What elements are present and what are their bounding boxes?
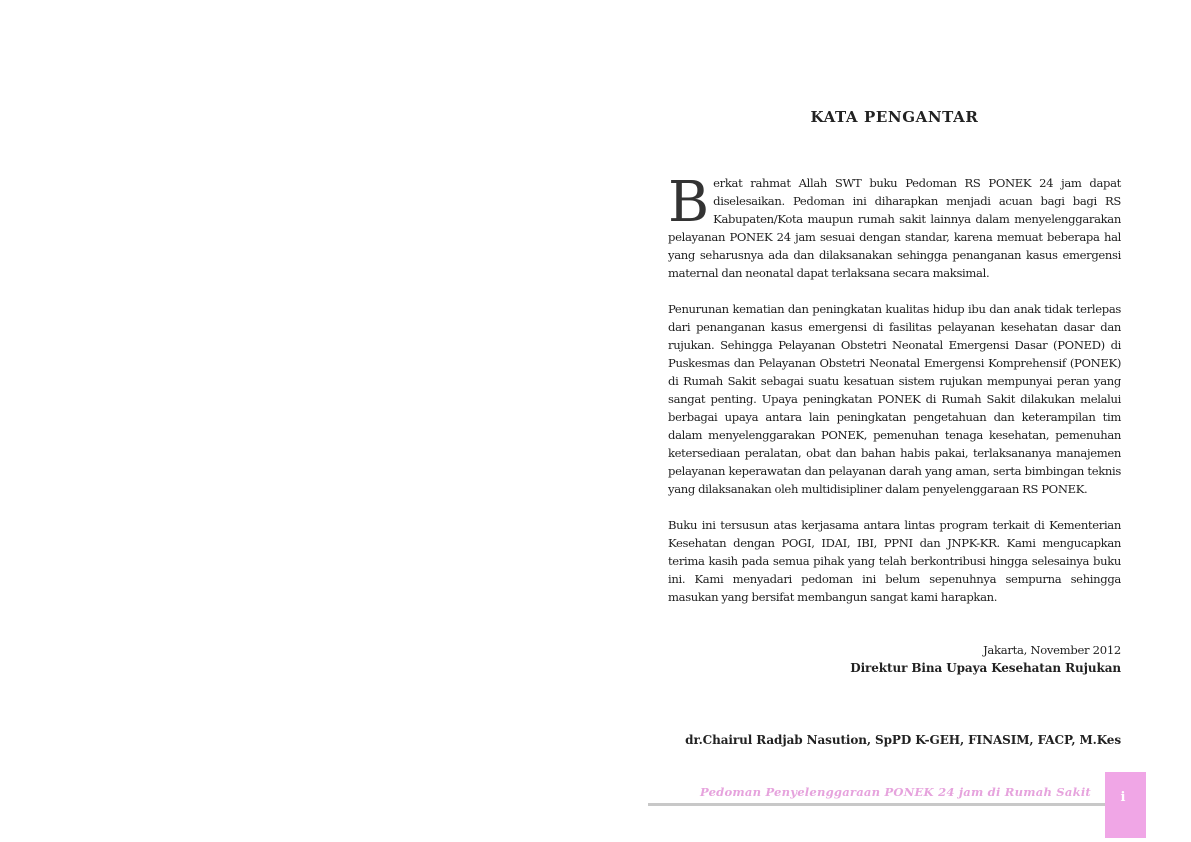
footer-divider [648, 803, 1105, 806]
page-number-tab [1105, 772, 1146, 838]
signatory-name: dr.Chairul Radjab Nasution, SpPD K-GEH, FINASIM, FACP, M.Kes [685, 733, 1121, 747]
paragraph-2: Penurunan kematian dan peningkatan kualitas hidup ibu dan anak tidak terlepas dari penanganan kasus emergensi di fasilitas pelayanan kesehatan dasar dan rujukan. Sehingga Pelayanan Obstetri Neonatal Emergensi Dasar (PONED) di Puskesmas dan Pelayanan Obstetri Neonatal Emergensi Komprehensif (PONEK) di Rumah Sakit sebagai suatu kesatuan sistem rujukan mempunyai peran yang sangat penting. Upaya peningkatan PONEK di Rumah Sakit dilakukan melalui berbagai upaya antara lain peningkatan pengetahuan dan keterampilan tim dalam menyelenggarakan PONEK, pemenuhan tenaga kesehatan, pemenuhan ketersediaan peralatan, obat dan bahan habis pakai, terlaksananya manajemen pelayanan keperawatan dan pelayanan darah yang aman, serta bimbingan teknis yang dilaksanakan oleh multidisipliner dalam penyelenggaraan RS PONEK. [668, 302, 1121, 496]
paragraph-1 [668, 170, 1121, 282]
paragraph-1-text: erkat rahmat Allah SWT buku Pedoman RS PONEK 24 jam dapat diselesaikan. Pedoman ini diharapkan menjadi acuan bagi bagi RS Kabupaten/Kota maupun rumah sakit lainnya dalam menyelenggarakan pelayanan PONEK 24 jam sesuai dengan standar, karena memuat beberapa hal yang seharusnya ada dan dilaksanakan sehingga penanganan kasus emergensi maternal dan neonatal dapat terlaksana secara maksimal. [668, 176, 1121, 280]
drop-cap: B [668, 170, 710, 235]
footer-title: Pedoman Penyelenggaraan PONEK 24 jam di Rumah Sakit [699, 785, 1091, 799]
director-title: Direktur Bina Upaya Kesehatan Rujukan [850, 661, 1121, 675]
place-date: Jakarta, November 2012 [983, 643, 1121, 657]
page-number: i [1120, 790, 1126, 805]
preface-body [668, 170, 1121, 624]
paragraph-3: Buku ini tersusun atas kerjasama antara lintas program terkait di Kementerian Kesehatan dengan POGI, IDAI, IBI, PPNI dan JNPK-KR. Kami mengucapkan terima kasih pada semua pihak yang telah berkontribusi hingga selesainya buku ini. Kami menyadari pedoman ini belum sepenuhnya sempurna sehingga masukan yang bersifat membangun sangat kami harapkan. [668, 518, 1121, 604]
page-title: KATA PENGANTAR [810, 108, 979, 126]
